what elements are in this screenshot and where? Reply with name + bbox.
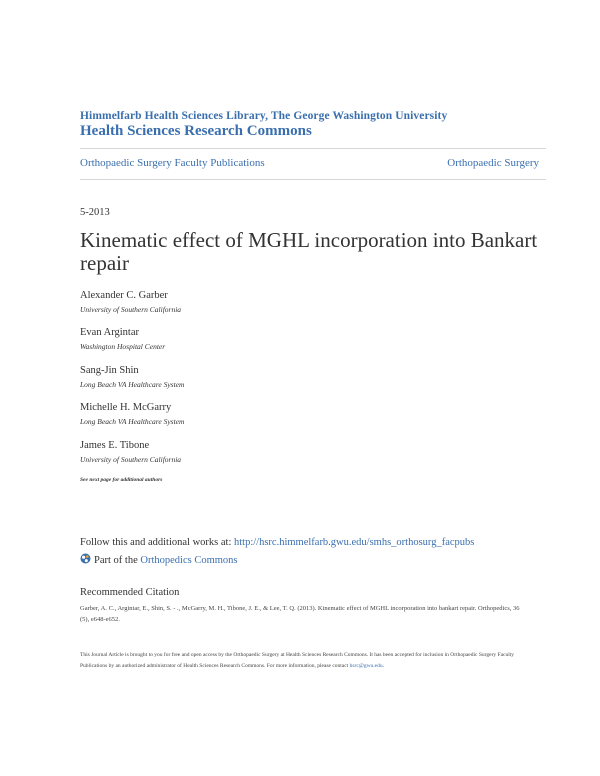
- department-link[interactable]: Orthopaedic Surgery: [447, 157, 539, 169]
- network-icon: [80, 553, 91, 564]
- see-next-note: See next page for additional authors: [80, 477, 163, 483]
- author-affiliation: Long Beach VA Healthcare System: [80, 417, 185, 426]
- follow-line: [80, 537, 474, 548]
- author-affiliation: University of Southern California: [80, 455, 182, 464]
- bottom-divider: [80, 179, 546, 180]
- collection-url-link[interactable]: http://hsrc.himmelfarb.gwu.edu/smhs_orthosurg_facpubs: [234, 537, 475, 548]
- author-affiliation: Long Beach VA Healthcare System: [80, 380, 185, 389]
- access-notice: [80, 650, 525, 672]
- notice-end: .: [382, 663, 384, 669]
- author-name: Michelle H. McGarry: [80, 402, 172, 413]
- author-name: Sang-Jin Shin: [80, 365, 139, 376]
- collection-link[interactable]: Orthopaedic Surgery Faculty Publications: [80, 157, 265, 169]
- author-name: Alexander C. Garber: [80, 290, 168, 301]
- orthopedics-commons-link[interactable]: Orthopedics Commons: [140, 555, 238, 566]
- contact-email-link[interactable]: hsrc@gwu.edu: [349, 663, 383, 669]
- author-affiliation: Washington Hospital Center: [80, 342, 166, 351]
- author-name: James E. Tibone: [80, 440, 150, 451]
- author-affiliation: University of Southern California: [80, 305, 182, 314]
- library-name: Himmelfarb Health Sciences Library, The George Washington University: [80, 110, 448, 122]
- recommended-citation-heading: Recommended Citation: [80, 587, 180, 598]
- citation-text: Garber, A. C., Argintar, E., Shin, S. - ., McGarry, M. H., Tibone, J. E., & Lee, T. Q. (2013). Kinematic effect of MGHL incorporation into bankart repair. Orthopedics, 36 (5), e648-e652.: [80, 605, 520, 623]
- follow-label: Follow this and additional works at:: [80, 537, 234, 548]
- publication-date: 5-2013: [80, 207, 110, 218]
- article-title: Kinematic effect of MGHL incorporation into Bankart repair: [80, 228, 538, 275]
- notice-text: This Journal Article is brought to you for free and open access by the Orthopaedic Surgery at Health Sciences Research Commons. It has been accepted for inclusion in Orthopaedic Surgery Faculty Publications by an authorized administrator of Health Sciences Research Commons. For more information, please contact: [80, 652, 515, 669]
- part-of-line: [80, 553, 238, 566]
- author-name: Evan Argintar: [80, 327, 140, 338]
- part-of-label: Part of the: [94, 555, 141, 566]
- commons-name[interactable]: Health Sciences Research Commons: [80, 123, 312, 139]
- top-divider: [80, 148, 546, 149]
